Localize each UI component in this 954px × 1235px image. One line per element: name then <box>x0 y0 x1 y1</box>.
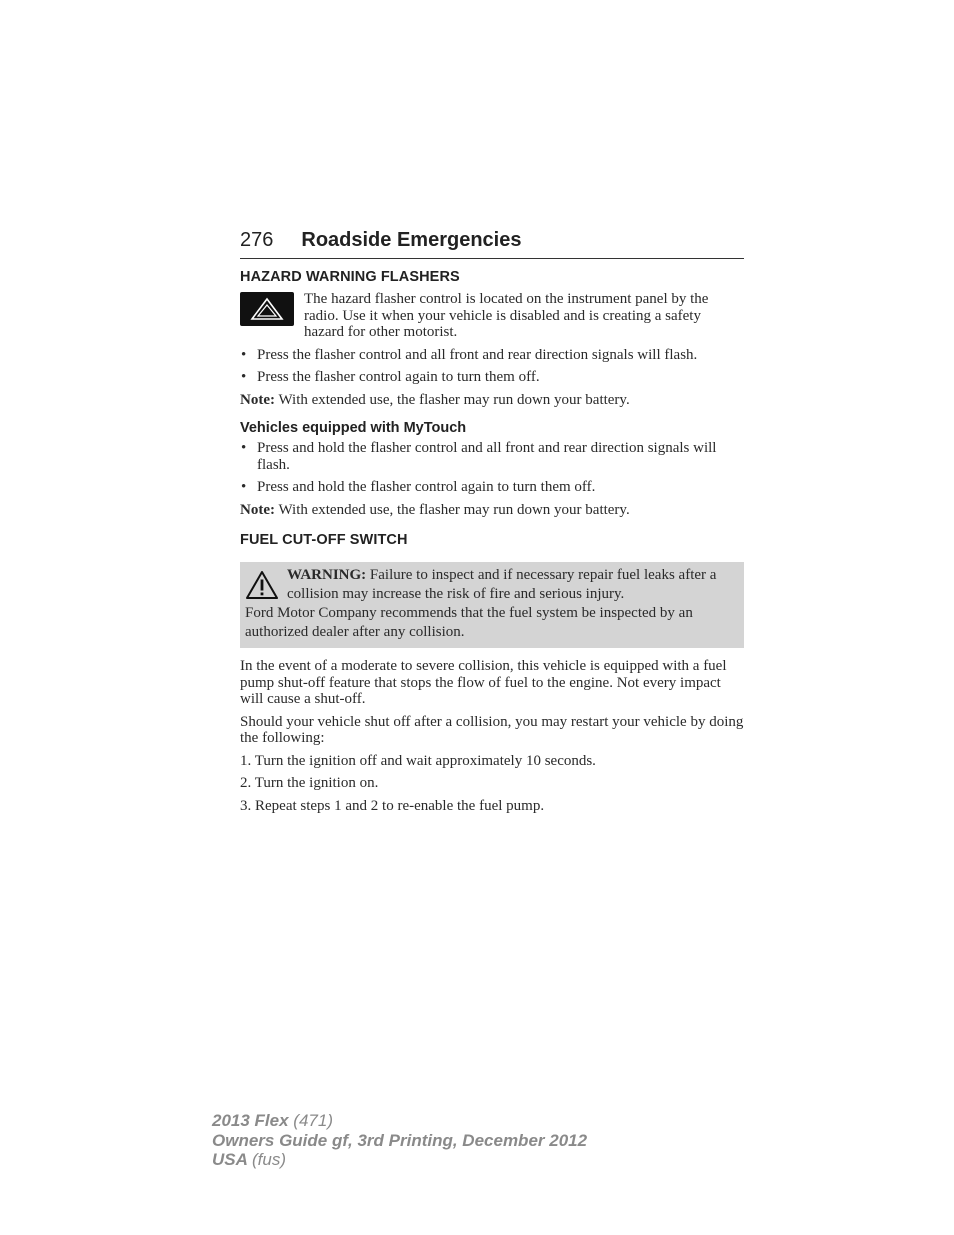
bullet-icon: • <box>241 440 247 456</box>
warning-first-text: WARNING: Failure to inspect and if necessary repair fuel leaks after a collision may increase the risk of fire and serious injury. <box>287 567 717 602</box>
footer-line-2: Owners Guide gf, 3rd Printing, December 2012 <box>212 1130 588 1150</box>
list-item: 3. Repeat steps 1 and 2 to re-enable the fuel pump. <box>240 797 545 814</box>
hazard-bullets <box>240 347 744 386</box>
bullet-icon: • <box>241 369 247 385</box>
mytouch-bullets <box>240 440 744 496</box>
bullet-icon: • <box>241 479 247 495</box>
page-number: 276 <box>240 229 274 251</box>
fuel-para-1: In the event of a moderate to severe collision, this vehicle is equipped with a fuel pump shut-off feature that stops the flow of fuel to the engine. Not every impact will cause a shut-off. <box>240 658 727 707</box>
warning-triangle-icon <box>245 570 279 600</box>
chapter-title: Roadside Emergencies <box>301 229 522 251</box>
page-footer <box>212 1111 587 1170</box>
list-item: 2. Turn the ignition on. <box>240 775 379 791</box>
page-header <box>240 229 744 259</box>
bullet-icon: • <box>241 346 247 363</box>
hazard-intro-text: The hazard flasher control is located on the instrument panel by the radio. Use it when your vehicle is disabled and is creating a safety hazard for other motorist. <box>304 291 709 340</box>
hazard-note: Note: With extended use, the flasher may run down your battery. <box>240 391 630 408</box>
fuel-para-2: Should your vehicle shut off after a collision, you may restart your vehicle by doing the following: <box>240 713 744 746</box>
list-item: 1. Turn the ignition off and wait approximately 10 seconds. <box>240 752 596 769</box>
warning-box <box>240 562 744 648</box>
hazard-triangle-icon <box>240 292 294 326</box>
footer-line-1: 2013 Flex (471) <box>212 1111 333 1130</box>
manual-page <box>240 229 744 820</box>
footer-line-3: USA (fus) <box>212 1150 286 1169</box>
list-item: • Press the flasher control and all front and rear direction signals will flash. <box>241 346 698 363</box>
fuel-heading: FUEL CUT-OFF SWITCH <box>240 532 408 548</box>
list-item: • Press and hold the flasher control again to turn them off. <box>241 479 596 495</box>
list-item: • Press the flasher control again to turn them off. <box>241 369 540 385</box>
list-item: • Press and hold the flasher control and all front and rear direction signals will flash. <box>241 440 717 473</box>
restart-steps <box>240 753 744 815</box>
hazard-intro <box>240 291 744 341</box>
mytouch-note: Note: With extended use, the flasher may run down your battery. <box>240 501 630 518</box>
warning-rest-text: Ford Motor Company recommends that the fuel system be inspected by an authorized dealer after any collision. <box>245 605 693 640</box>
warning-top <box>245 566 739 604</box>
mytouch-heading: Vehicles equipped with MyTouch <box>240 420 467 436</box>
hazard-heading: HAZARD WARNING FLASHERS <box>240 269 460 285</box>
